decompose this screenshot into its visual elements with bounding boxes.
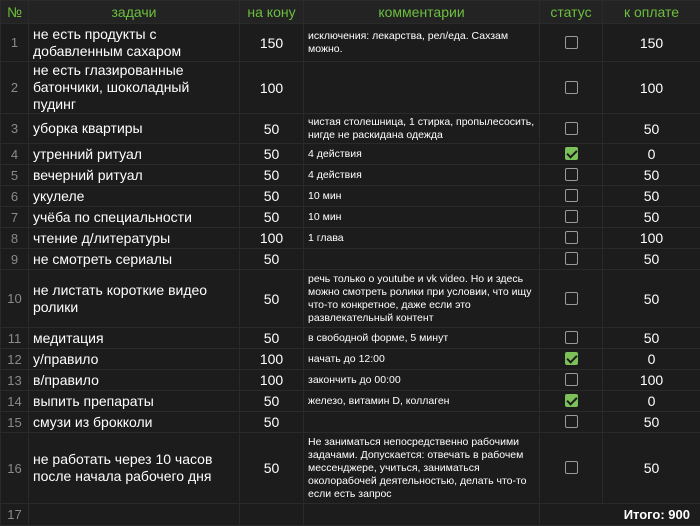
task-cell[interactable]: не работать через 10 часов после начала рабочего дня — [29, 433, 240, 504]
row-number: 1 — [1, 24, 29, 62]
status-checkbox[interactable] — [565, 252, 578, 265]
task-cell[interactable]: не листать короткие видео ролики — [29, 270, 240, 328]
pay-cell: 50 — [603, 328, 700, 349]
table-row — [1, 165, 700, 186]
status-cell — [540, 433, 603, 504]
task-cell[interactable]: уборка квартиры — [29, 114, 240, 144]
points-cell[interactable]: 50 — [240, 165, 304, 186]
status-checkbox[interactable] — [565, 36, 578, 49]
status-cell — [540, 207, 603, 228]
status-checkbox[interactable] — [565, 331, 578, 344]
status-checkbox[interactable] — [565, 292, 578, 305]
status-cell — [540, 249, 603, 270]
status-checkbox[interactable] — [565, 81, 578, 94]
points-cell[interactable]: 50 — [240, 114, 304, 144]
row-number: 2 — [1, 62, 29, 114]
status-cell — [540, 114, 603, 144]
comment-cell[interactable]: исключения: лекарства, рел/еда. Сахзам можно. — [304, 24, 540, 62]
table-row — [1, 370, 700, 391]
row-number: 5 — [1, 165, 29, 186]
status-cell — [540, 370, 603, 391]
row-number: 13 — [1, 370, 29, 391]
task-cell[interactable]: чтение д/литературы — [29, 228, 240, 249]
header-points: на кону — [240, 1, 304, 24]
table-row — [1, 349, 700, 370]
table-row — [1, 433, 700, 504]
status-cell — [540, 328, 603, 349]
table-row — [1, 207, 700, 228]
table-row — [1, 249, 700, 270]
pay-cell: 150 — [603, 24, 700, 62]
points-cell[interactable]: 50 — [240, 412, 304, 433]
task-cell[interactable]: не есть глазированные батончики, шоколадный пудинг — [29, 62, 240, 114]
points-cell[interactable]: 50 — [240, 186, 304, 207]
row-number: 9 — [1, 249, 29, 270]
points-cell[interactable]: 50 — [240, 328, 304, 349]
points-cell[interactable]: 50 — [240, 270, 304, 328]
pay-cell: 0 — [603, 349, 700, 370]
task-cell[interactable]: учёба по специальности — [29, 207, 240, 228]
status-checkbox[interactable] — [565, 415, 578, 428]
status-cell — [540, 165, 603, 186]
status-checkbox[interactable] — [565, 168, 578, 181]
status-checkbox[interactable] — [565, 122, 578, 135]
table-row — [1, 328, 700, 349]
points-cell[interactable]: 100 — [240, 349, 304, 370]
comment-cell[interactable] — [304, 412, 540, 433]
points-cell[interactable] — [240, 504, 304, 526]
pay-cell: 50 — [603, 270, 700, 328]
table-row — [1, 270, 700, 328]
pay-cell: 50 — [603, 186, 700, 207]
points-cell[interactable]: 100 — [240, 62, 304, 114]
status-checkbox[interactable] — [565, 352, 578, 365]
row-number: 12 — [1, 349, 29, 370]
row-number: 10 — [1, 270, 29, 328]
points-cell[interactable]: 150 — [240, 24, 304, 62]
comment-cell[interactable]: 10 мин — [304, 207, 540, 228]
pay-cell: 50 — [603, 412, 700, 433]
status-cell — [540, 412, 603, 433]
task-cell[interactable]: смузи из брокколи — [29, 412, 240, 433]
pay-cell: 50 — [603, 207, 700, 228]
points-cell[interactable]: 50 — [240, 249, 304, 270]
row-number: 7 — [1, 207, 29, 228]
row-number: 14 — [1, 391, 29, 412]
header-pay: к оплате — [603, 1, 700, 24]
comment-cell[interactable]: 1 глава — [304, 228, 540, 249]
pay-cell: 50 — [603, 433, 700, 504]
status-checkbox[interactable] — [565, 231, 578, 244]
comment-cell[interactable]: 4 действия — [304, 144, 540, 165]
pay-cell: 0 — [603, 391, 700, 412]
row-number: 3 — [1, 114, 29, 144]
task-cell[interactable]: не смотреть сериалы — [29, 249, 240, 270]
task-cell[interactable]: укулеле — [29, 186, 240, 207]
table-row — [1, 62, 700, 114]
status-checkbox[interactable] — [565, 461, 578, 474]
comment-cell[interactable]: чистая столешница, 1 стирка, пропылесосить, нигде не раскидана одежда — [304, 114, 540, 144]
table-row — [1, 412, 700, 433]
comment-cell[interactable]: 4 действия — [304, 165, 540, 186]
comment-cell[interactable]: начать до 12:00 — [304, 349, 540, 370]
points-cell[interactable]: 50 — [240, 433, 304, 504]
comment-cell[interactable]: Не заниматься непосредственно рабочими задачами. Допускается: отвечать в рабочем мессенджере, учиться, заниматься околорабочей деятельностью, делать что-то если есть запрос — [304, 433, 540, 504]
task-cell[interactable] — [29, 504, 240, 526]
points-cell[interactable]: 50 — [240, 207, 304, 228]
status-cell — [540, 186, 603, 207]
pay-cell: 100 — [603, 228, 700, 249]
comment-cell[interactable] — [304, 249, 540, 270]
status-checkbox[interactable] — [565, 394, 578, 407]
comment-cell[interactable]: закончить до 00:00 — [304, 370, 540, 391]
pay-cell: 50 — [603, 249, 700, 270]
table-row — [1, 391, 700, 412]
pay-cell: 100 — [603, 370, 700, 391]
status-cell — [540, 144, 603, 165]
row-number: 6 — [1, 186, 29, 207]
row-number: 4 — [1, 144, 29, 165]
comment-cell[interactable]: 10 мин — [304, 186, 540, 207]
comment-cell[interactable] — [304, 62, 540, 114]
status-cell — [540, 24, 603, 62]
task-cell[interactable]: не есть продукты с добавленным сахаром — [29, 24, 240, 62]
header-task: задачи — [29, 1, 240, 24]
points-cell[interactable]: 100 — [240, 228, 304, 249]
comment-cell[interactable]: железо, витамин D, коллаген — [304, 391, 540, 412]
row-number: 8 — [1, 228, 29, 249]
status-cell — [540, 62, 603, 114]
comment-cell[interactable] — [304, 504, 540, 526]
row-number: 17 — [1, 504, 29, 526]
pay-cell: 50 — [603, 114, 700, 144]
task-cell[interactable]: в/правило — [29, 370, 240, 391]
status-cell — [540, 391, 603, 412]
table-row — [1, 186, 700, 207]
status-checkbox[interactable] — [565, 147, 578, 160]
status-cell — [540, 270, 603, 328]
table-row — [1, 114, 700, 144]
status-checkbox[interactable] — [565, 210, 578, 223]
task-cell[interactable]: утренний ритуал — [29, 144, 240, 165]
header-row — [1, 1, 700, 24]
task-cell[interactable]: у/правило — [29, 349, 240, 370]
status-checkbox[interactable] — [565, 373, 578, 386]
status-checkbox[interactable] — [565, 189, 578, 202]
row-number: 15 — [1, 412, 29, 433]
points-cell[interactable]: 50 — [240, 144, 304, 165]
pay-cell: 0 — [603, 144, 700, 165]
pay-cell: 50 — [603, 165, 700, 186]
task-cell[interactable]: медитация — [29, 328, 240, 349]
task-cell[interactable]: выпить препараты — [29, 391, 240, 412]
pay-cell: 100 — [603, 62, 700, 114]
row-number: 11 — [1, 328, 29, 349]
header-comment: комментарии — [304, 1, 540, 24]
header-num: № — [1, 1, 29, 24]
points-cell[interactable]: 100 — [240, 370, 304, 391]
comment-cell[interactable]: речь только о youtube и vk video. Но и здесь можно смотреть ролики при условии, что ищу что-то конкретное, даже если это развлекательный контент — [304, 270, 540, 328]
table-row — [1, 24, 700, 62]
header-status: статус — [540, 1, 603, 24]
comment-cell[interactable]: в свободной форме, 5 минут — [304, 328, 540, 349]
table-row — [1, 228, 700, 249]
status-cell — [540, 349, 603, 370]
footer-row — [1, 504, 700, 526]
points-cell[interactable]: 50 — [240, 391, 304, 412]
row-number: 16 — [1, 433, 29, 504]
total-sum: Итого: 900 — [540, 504, 700, 526]
table-row — [1, 144, 700, 165]
status-cell — [540, 228, 603, 249]
task-cell[interactable]: вечерний ритуал — [29, 165, 240, 186]
